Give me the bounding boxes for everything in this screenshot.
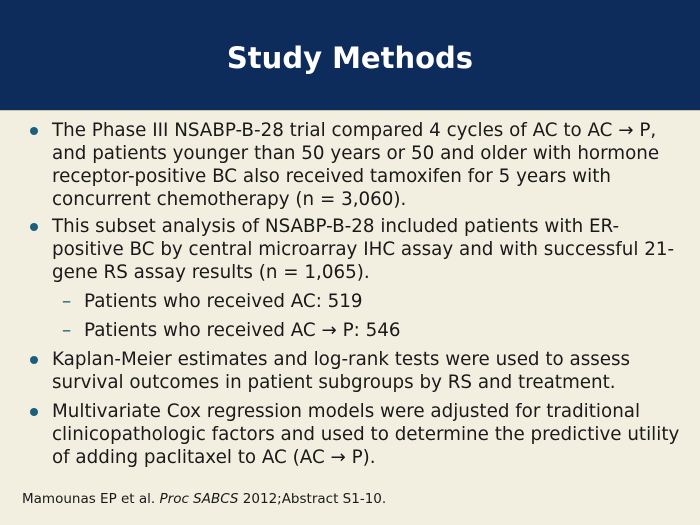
sub-bullet-text: Patients who received AC: 519	[84, 291, 363, 312]
bullet-text: Multivariate Cox regression models were adjusted for traditional clinicopathologic factors and used to determine the predictive utility of adding paclitaxel to AC (AC → P).	[52, 401, 680, 468]
bullet-item	[30, 215, 690, 284]
citation-journal: Proc SABCS	[159, 491, 239, 507]
sub-bullet-text: Patients who received AC → P: 546	[84, 320, 401, 341]
sub-bullet-item	[30, 290, 690, 313]
bullet-item	[30, 400, 690, 469]
bullet-text: This subset analysis of NSABP-B-28 included patients with ER-positive BC by central microarray IHC assay and with successful 21-gene RS assay results (n = 1,065).	[52, 216, 675, 283]
title-bar	[0, 0, 700, 111]
sub-bullet-item	[30, 319, 690, 342]
bullet-item	[30, 119, 690, 211]
bullet-dot-icon	[30, 356, 38, 364]
dash-icon: –	[62, 320, 72, 341]
bullet-text: Kaplan-Meier estimates and log-rank tests were used to assess survival outcomes in patient subgroups by RS and treatment.	[52, 349, 631, 393]
dash-icon: –	[62, 291, 72, 312]
slide-content	[30, 119, 690, 473]
citation-ref: 2012;Abstract S1-10.	[242, 491, 387, 507]
slide-title: Study Methods	[226, 41, 474, 75]
bullet-dot-icon	[30, 127, 38, 135]
bullet-text: The Phase III NSABP-B-28 trial compared 4 cycles of AC to AC → P, and patients younger than 50 years or 50 and older with hormone receptor-positive BC also received tamoxifen for 5 years with concurrent chemotherapy (n = 3,060).	[52, 120, 660, 210]
citation	[22, 490, 386, 508]
citation-authors: Mamounas EP et al.	[22, 491, 156, 507]
bullet-dot-icon	[30, 408, 38, 416]
bullet-item	[30, 348, 690, 394]
bullet-dot-icon	[30, 223, 38, 231]
